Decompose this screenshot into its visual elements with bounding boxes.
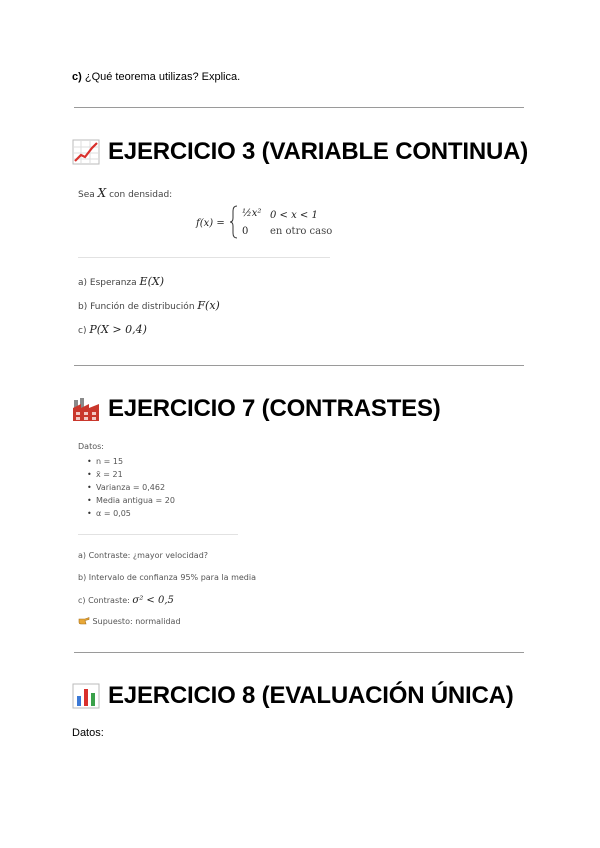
ex7-bullet: • x̄ = 21 <box>96 470 123 479</box>
ex7-c-label: c) Contraste: <box>78 596 130 605</box>
factory-icon <box>72 396 100 422</box>
ex7-heading <box>72 395 441 423</box>
question-c <box>72 71 240 83</box>
ex7-bullet: • n = 15 <box>96 457 123 466</box>
ex7-note-text: Supuesto: normalidad <box>92 617 181 626</box>
ex3-c-label: c) <box>78 326 87 336</box>
ex7-bullet: • α = 0,05 <box>96 509 131 518</box>
ex8-title: EJERCICIO 8 (EVALUACIÓN ÚNICA) <box>108 682 514 709</box>
ex3-a-label: a) Esperanza <box>78 278 137 288</box>
ex3-case1-expr: ½x² <box>242 208 262 219</box>
ex3-b-label: b) Función de distribución <box>78 302 195 312</box>
ex7-bullet: • Media antigua = 20 <box>96 496 175 505</box>
ex3-item-b <box>78 299 220 312</box>
ex7-c-math: σ² < 0,5 <box>132 595 174 606</box>
ex8-datos: Datos: <box>72 727 104 739</box>
ex3-title: EJERCICIO 3 (VARIABLE CONTINUA) <box>108 138 529 165</box>
ex3-c-math: P(X > 0,4) <box>89 323 147 336</box>
ex3-intro <box>78 186 172 200</box>
ex3-b-math: F(x) <box>197 299 220 312</box>
divider <box>74 365 524 366</box>
ex3-a-math: E(X) <box>139 275 164 288</box>
ex7-datos: Datos: <box>78 442 104 451</box>
ex3-case2-cond: en otro caso <box>270 226 333 237</box>
ex7-note <box>78 616 181 626</box>
ex7-item-a: a) Contraste: ¿mayor velocidad? <box>78 551 209 560</box>
ex7-item-c <box>78 595 174 606</box>
divider <box>74 107 524 108</box>
ex3-case1-cond: 0 < x < 1 <box>270 210 318 221</box>
ex7-title: EJERCICIO 7 (CONTRASTES) <box>108 395 441 422</box>
chart-increasing-icon <box>72 139 100 165</box>
snippet-divider <box>78 257 330 258</box>
ex3-heading <box>72 138 528 166</box>
ex8-heading <box>72 682 514 710</box>
ex3-intro-var: X <box>97 186 107 200</box>
brace <box>230 205 238 239</box>
ex3-case2-expr: 0 <box>242 226 249 237</box>
question-c-label: c) <box>72 71 82 83</box>
ex7-item-b: b) Intervalo de confianza 95% para la media <box>78 573 257 582</box>
ex3-intro-prefix: Sea <box>78 190 95 200</box>
divider <box>74 652 524 653</box>
pointing-hand-icon <box>78 616 90 625</box>
ex7-bullet: • Varianza = 0,462 <box>96 483 165 492</box>
ex3-item-c <box>78 323 147 336</box>
ex3-item-a <box>78 275 164 288</box>
bar-chart-icon <box>72 683 100 709</box>
ex3-f-label: f(x) = <box>196 218 225 229</box>
snippet-divider <box>78 534 238 535</box>
question-c-text: ¿Qué teorema utilizas? Explica. <box>84 71 241 83</box>
ex3-intro-suffix: con densidad: <box>109 190 173 200</box>
